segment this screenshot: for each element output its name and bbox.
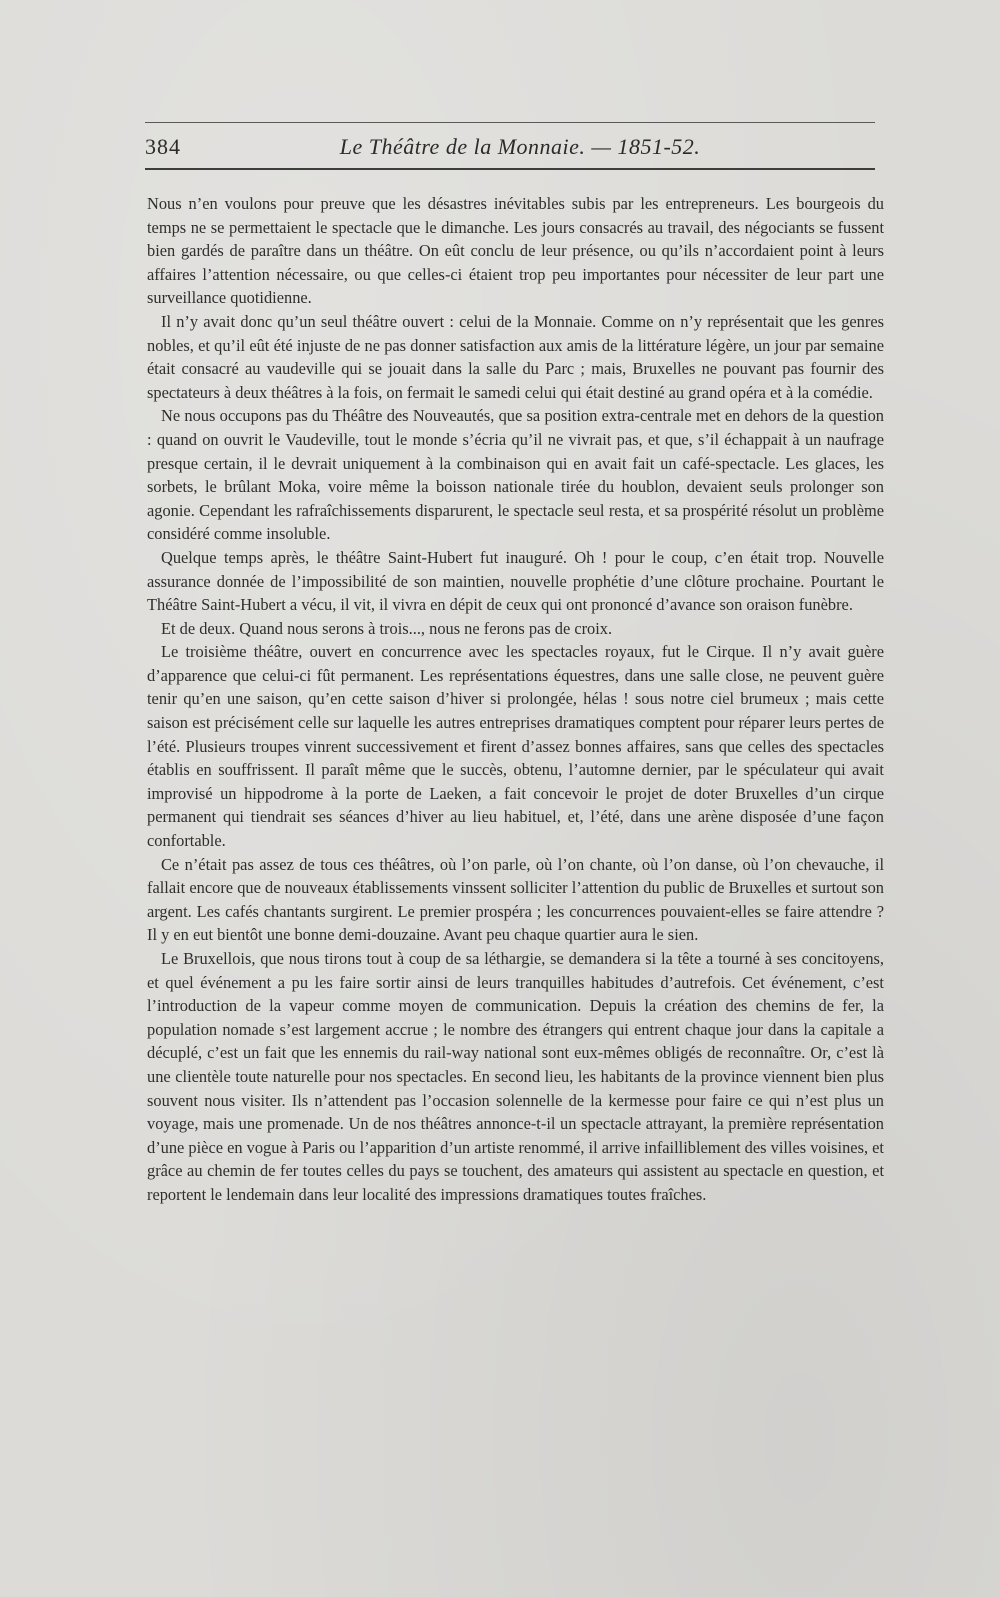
running-title: Le Théâtre de la Monnaie. — 1851-52. <box>339 134 701 159</box>
paragraph: Et de deux. Quand nous serons à trois..., nous ne ferons pas de croix. <box>161 618 613 638</box>
page-number: 384 <box>145 134 181 159</box>
paragraph: Ne nous occupons pas du Théâtre des Nouveautés, que sa position extra-centrale met en dehors de la question : quand on ouvrit le Vaudeville, tout le monde s’écria qu’il ne vivrait pas, et que, s’il échappait à un naufrage presque certain, il le devrait uniquement à la combinaison qui en avait fait un café-spectacle. Les glaces, les sorbets, le brûlant Moka, voire même la boisson nationale tirée du houblon, devaient seuls prolonger son agonie. Cependant les rafraîchissements disparurent, le spectacle seul resta, et sa prospérité résolut un problème considéré comme insoluble. <box>147 406 884 544</box>
paragraph: Nous n’en voulons pour preuve que les désastres inévitables subis par les entrepreneurs. Les bourgeois du temps ne se permettaient le spectacle que le dimanche. Les jours consacrés au travail, des négociants se fussent bien gardés de paraître dans un théâtre. On eût conclu de leur présence, ou qu’ils n’accordaient point à leurs affaires l’attention nécessaire, ou que celles-ci étaient trop peu importantes pour nécessiter de leur part une surveillance quotidienne. <box>147 194 884 308</box>
header-rule-bottom <box>145 168 875 170</box>
header-rule-top <box>145 122 875 123</box>
body-text <box>147 192 884 1207</box>
paragraph: Ce n’était pas assez de tous ces théâtres, où l’on parle, où l’on chante, où l’on danse, où l’on chevauche, il fallait encore que de nouveaux établissements vinssent solliciter l’attention du public de Bruxelles et surtout son argent. Les cafés chantants surgirent. Le premier prospéra ; les concurrences pouvaient-elles se faire attendre ? Il y en eut bientôt une bonne demi-douzaine. Avant peu chaque quartier aura le sien. <box>147 854 884 945</box>
paragraph: Le Bruxellois, que nous tirons tout à coup de sa léthargie, se demandera si la tête a tourné à ses concitoyens, et quel événement a pu les faire sortir ainsi de leurs tranquilles habitudes d’autrefois. Cet événement, c’est l’introduction de la vapeur comme moyen de communication. Depuis la création des chemins de fer, la population nomade s’est largement accrue ; le nombre des étrangers qui entrent chaque jour dans la capitale a décuplé, c’est un fait que les ennemis du rail-way national sont eux-mêmes obligés de reconnaître. Or, c’est là une clientèle toute naturelle pour nos spectacles. En second lieu, les habitants de la province viennent bien plus souvent nous visiter. Ils n’attendent pas l’occasion solennelle de la kermesse pour faire ce qui n’est plus un voyage, mais une promenade. Un de nos théâtres annonce-t-il un spectacle attrayant, la première représentation d’une pièce en vogue à Paris ou l’apparition d’un artiste renommé, il arrive infailliblement des villes voisines, et grâce au chemin de fer toutes celles du pays se touchent, des amateurs qui assistent au spectacle en question, et reportent le lendemain dans leur localité des impressions dramatiques toutes fraîches. <box>147 949 884 1204</box>
paragraph: Le troisième théâtre, ouvert en concurrence avec les spectacles royaux, fut le Cirque. Il n’y avait guère d’apparence que celui-ci fût permanent. Les représentations équestres, dans une salle close, ne peuvent guère tenir qu’en une saison, qu’en cette saison d’hiver si prolongée, hélas ! sous notre ciel brumeux ; mais cette saison est précisément celle sur laquelle les autres entreprises dramatiques comptent pour réparer leurs pertes de l’été. Plusieurs troupes vinrent successivement et firent d’assez bonnes affaires, sans que celles des spectacles établis en souffrissent. Il paraît même que le succès, obtenu, l’automne dernier, par le spéculateur qui avait improvisé un hippodrome à la porte de Laeken, a fait concevoir le projet de doter Bruxelles d’un cirque permanent qui tiendrait ses séances d’hiver au lieu habituel, et, l’été, dans une arène disposée d’une façon confortable. <box>147 642 884 851</box>
paragraph: Quelque temps après, le théâtre Saint-Hubert fut inauguré. Oh ! pour le coup, c’en était trop. Nouvelle assurance donnée de l’impossibilité de son maintien, nouvelle prophétie d’une clôture prochaine. Pourtant le Théâtre Saint-Hubert a vécu, il vit, il vivra en dépit de ceux qui ont prononcé d’avance son oraison funèbre. <box>147 547 884 615</box>
paragraph: Il n’y avait donc qu’un seul théâtre ouvert : celui de la Monnaie. Comme on n’y représentait que les genres nobles, et qu’il eût été injuste de ne pas donner satisfaction aux amis de la littérature légère, un jour par semaine était consacré au vaudeville qui se jouait dans la salle du Parc ; mais, Bruxelles ne pouvant pas fournir des spectateurs à deux théâtres à la fois, on fermait le samedi celui qui était destiné au grand opéra et à la comédie. <box>147 311 884 402</box>
page-header <box>145 122 875 172</box>
